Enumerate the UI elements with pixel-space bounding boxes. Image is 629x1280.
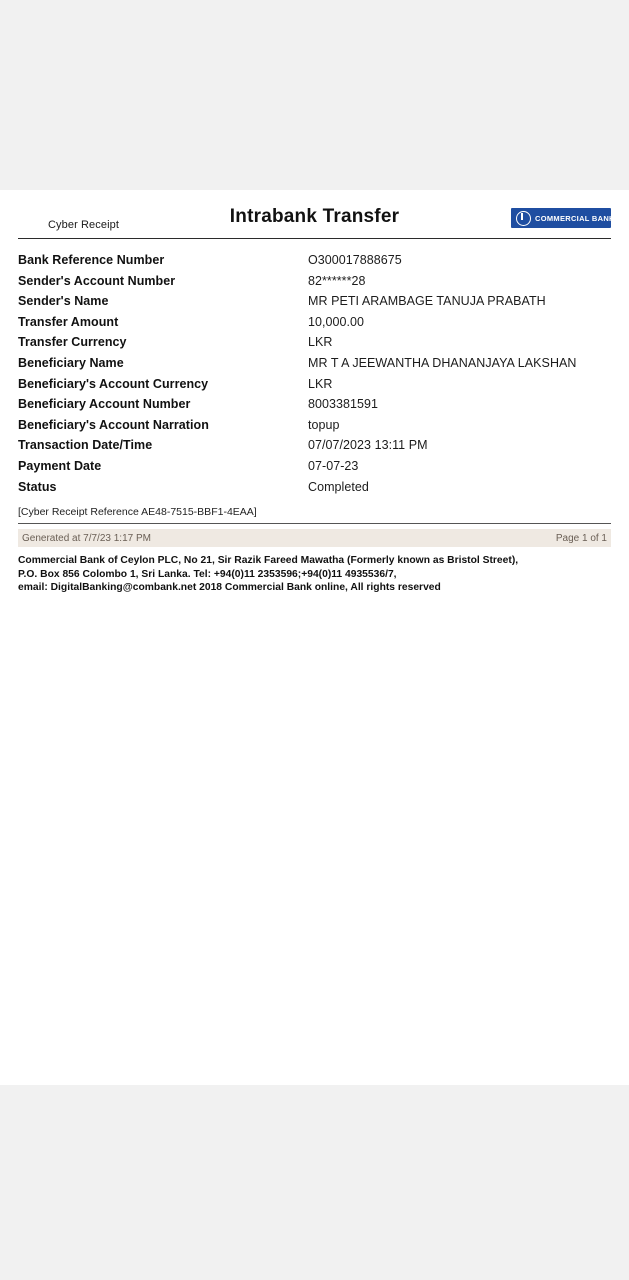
- footer-line-3: email: DigitalBanking@combank.net 2018 Commercial Bank online, All rights reserved: [18, 582, 441, 594]
- table-row: [18, 253, 611, 274]
- field-value: topup: [308, 417, 340, 432]
- table-row: [18, 294, 611, 315]
- field-label: Beneficiary's Account Narration: [18, 417, 209, 432]
- field-label: Beneficiary Account Number: [18, 397, 191, 412]
- table-row: [18, 397, 611, 418]
- fields-list: [0, 253, 629, 500]
- generated-at-text: Generated at 7/7/23 1:17 PM: [22, 532, 151, 544]
- field-label: Payment Date: [18, 458, 102, 473]
- bank-logo-icon: [516, 211, 531, 226]
- table-row: [18, 438, 611, 459]
- field-label: Status: [18, 479, 57, 494]
- document-page: [0, 190, 629, 1085]
- table-row: [18, 356, 611, 377]
- page-indicator: Page 1 of 1: [555, 532, 607, 544]
- table-row: [18, 480, 611, 501]
- header-divider: [18, 238, 611, 239]
- footer-divider: [18, 523, 611, 524]
- table-row: [18, 377, 611, 398]
- field-value: 07-07-23: [308, 458, 359, 473]
- field-value: 8003381591: [308, 397, 379, 412]
- field-value: O300017888675: [308, 253, 402, 267]
- footer-line-2: P.O. Box 856 Colombo 1, Sri Lanka. Tel: +94(0)11 2353596;+94(0)11 4935536/7,: [18, 568, 397, 580]
- commercial-bank-logo: [511, 208, 615, 228]
- field-value: 82******28: [308, 273, 366, 288]
- field-value: LKR: [308, 335, 333, 350]
- field-label: Transfer Amount: [18, 314, 119, 329]
- table-row: [18, 335, 611, 356]
- field-label: Sender's Name: [18, 294, 109, 309]
- field-label: Bank Reference Number: [18, 253, 165, 267]
- field-label: Transfer Currency: [18, 335, 127, 350]
- receipt-reference: [Cyber Receipt Reference AE48-7515-BBF1-4EAA]: [18, 506, 257, 519]
- receipt-document: [0, 190, 629, 595]
- field-label: Beneficiary Name: [18, 355, 124, 370]
- footer-address: [18, 554, 611, 595]
- generated-bar: [18, 529, 611, 547]
- bank-logo-text: COMMERCIAL BANK: [535, 213, 615, 223]
- table-row: [18, 315, 611, 336]
- footer-line-1: Commercial Bank of Ceylon PLC, No 21, Sir Razik Fareed Mawatha (Formerly known as Bristol Street),: [18, 555, 519, 567]
- field-value: 07/07/2023 13:11 PM: [308, 438, 428, 453]
- field-label: Sender's Account Number: [18, 273, 176, 288]
- field-value: Completed: [308, 479, 369, 494]
- document-header: [0, 190, 629, 238]
- field-label: Transaction Date/Time: [18, 438, 153, 453]
- field-value: MR T A JEEWANTHA DHANANJAYA LAKSHAN: [308, 355, 577, 370]
- field-value: LKR: [308, 376, 333, 391]
- table-row: [18, 274, 611, 295]
- cyber-receipt-label: Cyber Receipt: [48, 219, 119, 231]
- field-label: Beneficiary's Account Currency: [18, 376, 209, 391]
- field-value: MR PETI ARAMBAGE TANUJA PRABATH: [308, 294, 546, 309]
- field-value: 10,000.00: [308, 314, 365, 329]
- page-title: Intrabank Transfer: [229, 206, 400, 227]
- table-row: [18, 418, 611, 439]
- table-row: [18, 459, 611, 480]
